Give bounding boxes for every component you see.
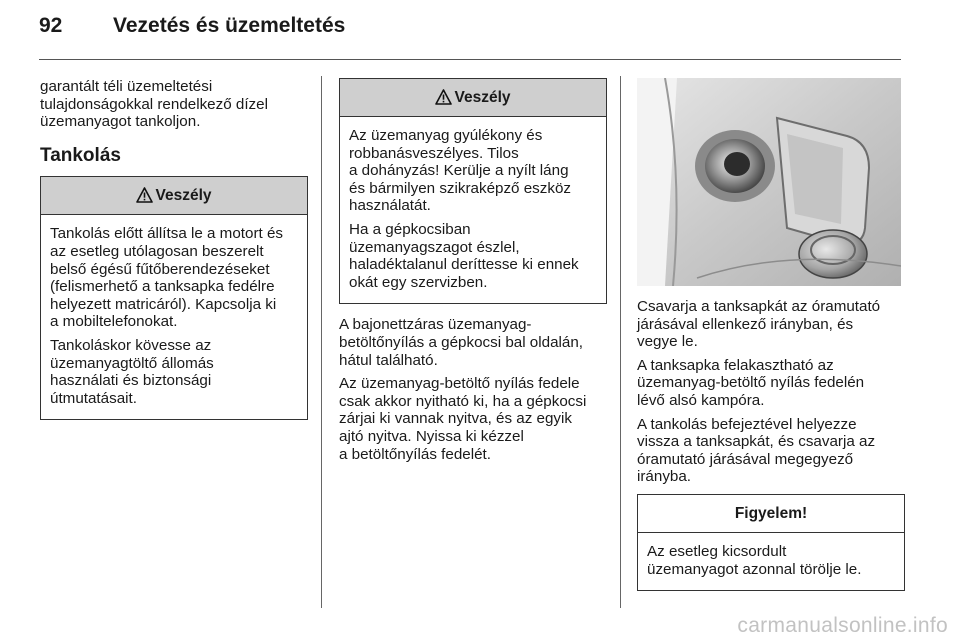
body-paragraph: A tankolás befejeztével helyezze vissza a tanksapkát, és csavarja az óramutató járásával megegyező irányba. bbox=[637, 415, 876, 486]
danger-box-title: Veszély bbox=[454, 89, 511, 106]
body-paragraph: A bajonettzáras üzemanyag- betöltőnyílás a gépkocsi bal oldalán, hátul található. bbox=[339, 316, 584, 369]
page-header bbox=[39, 14, 900, 54]
notice-box-body bbox=[638, 533, 904, 590]
column-divider-2 bbox=[620, 76, 621, 608]
warning-triangle-icon bbox=[435, 82, 452, 119]
notice-paragraph: Az esetleg kicsordult üzemanyagot azonnal törölje le. bbox=[647, 542, 862, 578]
section-heading-tankolas: Tankolás bbox=[40, 144, 121, 166]
danger-box-flammable bbox=[339, 78, 607, 304]
danger-box-header bbox=[340, 79, 606, 117]
page-number: 92 bbox=[39, 14, 63, 37]
body-paragraph: Az üzemanyag-betöltő nyílás fedele csak akkor nyitható ki, ha a gépkocsi zárjai ki vannak nyitva, és az egyik ajtó nyitva. Nyissa ki kézzel a betöltőnyílás fedelét. bbox=[339, 375, 587, 463]
danger-box-title: Veszély bbox=[155, 187, 212, 205]
header-divider bbox=[39, 59, 901, 60]
danger-box-header bbox=[41, 177, 307, 215]
notice-box-header: Figyelem! bbox=[638, 495, 904, 533]
intro-paragraph: garantált téli üzemeltetési tulajdonságokkal rendelkező dízel üzemanyagot tankoljon. bbox=[40, 78, 268, 131]
danger-paragraph: Tankoláskor kövesse az üzemanyagtöltő állomás használati és biztonsági útmutatásait. bbox=[50, 336, 214, 407]
body-paragraph: A tanksapka felakasztható az üzemanyag-betöltő nyílás fedelén lévő alsó kampóra. bbox=[637, 356, 865, 409]
notice-box bbox=[637, 494, 905, 591]
body-paragraph: Csavarja a tanksapkát az óramutató járásával ellenkező irányban, és vegye le. bbox=[637, 298, 881, 351]
danger-box-refuelling bbox=[40, 176, 308, 420]
danger-paragraph: Az üzemanyag gyúlékony és robbanásveszélyes. Tilos a dohányzás! Kerülje a nyílt láng és bármilyen szikraképző eszköz használatát. bbox=[349, 127, 571, 215]
column-divider-1 bbox=[321, 76, 322, 608]
watermark-text: carmanualsonline.info bbox=[737, 614, 948, 637]
page-title: Vezetés és üzemeltetés bbox=[113, 14, 346, 37]
danger-box-body bbox=[41, 215, 307, 419]
column-3 bbox=[637, 78, 905, 591]
danger-paragraph: Tankolás előtt állítsa le a motort és az esetleg utólagosan beszerelt belső égésű fűtőberendezéseket (felismerhető a tanksapka fedélre helyezett matricáról). Kapcsolja ki a mobiltelefonokat. bbox=[50, 225, 283, 331]
warning-triangle-icon bbox=[136, 180, 153, 217]
fuel-filler-photo bbox=[637, 78, 901, 286]
column-1 bbox=[40, 78, 308, 420]
column-2 bbox=[339, 78, 607, 469]
danger-box-body bbox=[340, 117, 606, 303]
danger-paragraph: Ha a gépkocsiban üzemanyagszagot észlel, haladéktalanul deríttesse ki ennek okát egy szervizben. bbox=[349, 220, 579, 291]
